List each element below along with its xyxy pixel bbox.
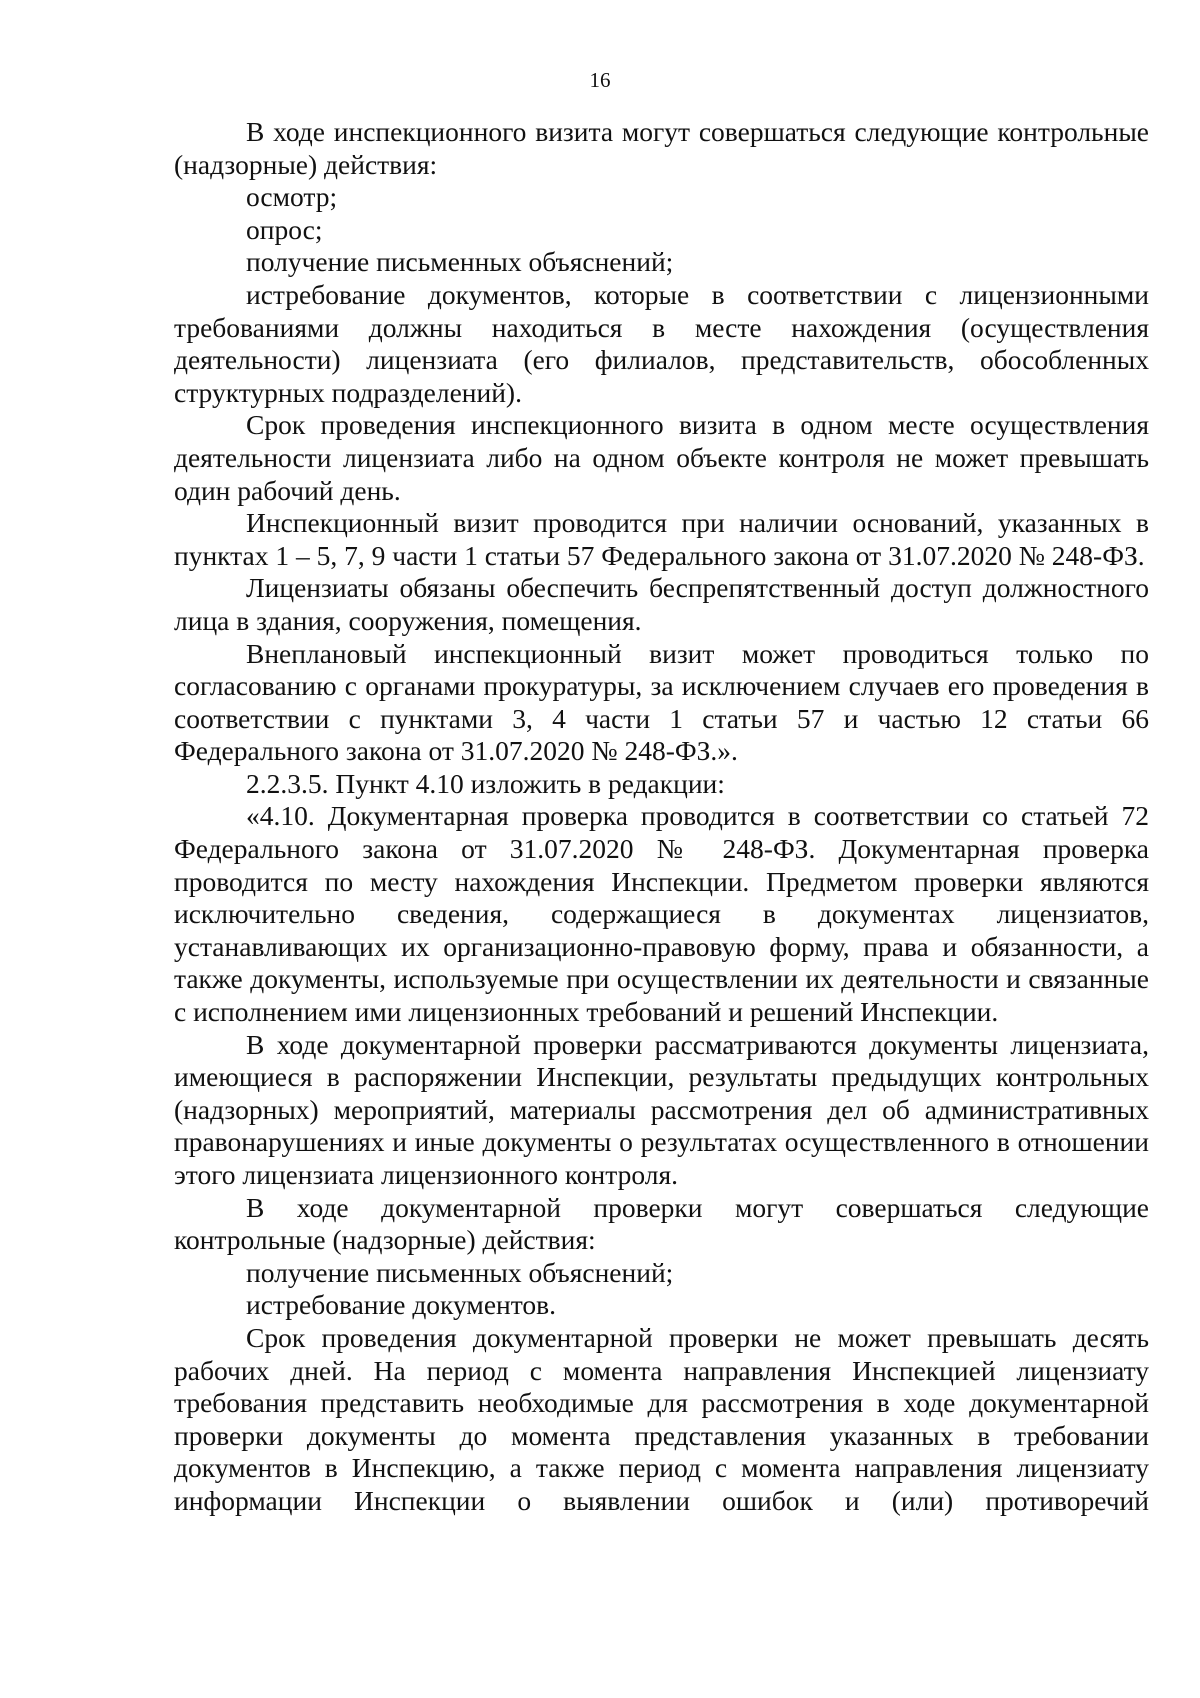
paragraph-clause-heading: 2.2.3.5. Пункт 4.10 изложить в редакции: <box>246 767 725 799</box>
paragraph-documentary-check: «4.10. Документарная проверка проводится в соответствии со статьей 72 Федерального закона от 31.07.2020 № 248-ФЗ. Документарная проверка проводится по месту нахождения Инспекции. Предметом проверки являются исключительно сведения, содержащиеся в документах лицензиатов, устанавливающих их организационно-правовую форму, права и обязанности, а также документы, используемые при осуществлении их деятельности и связанные с исполнением ими лицензионных требований и решений Инспекции. <box>174 800 1149 1028</box>
paragraph-access-obligation: Лицензиаты обязаны обеспечить беспрепятственный доступ должностного лица в здания, сооружения, помещения. <box>174 572 1149 636</box>
document-body <box>174 116 1149 1518</box>
page-number: 16 <box>589 68 611 92</box>
paragraph-visit-grounds: Инспекционный визит проводится при наличии оснований, указанных в пунктах 1 – 5, 7, 9 части 1 статьи 57 Федерального закона от 31.07.2020 № 248-ФЗ. <box>174 507 1149 571</box>
list-item-written-explanations-2: получение письменных объяснений; <box>246 1256 674 1288</box>
list-item-document-request: истребование документов, которые в соответствии с лицензионными требованиями должны находиться в месте нахождения (осуществления деятельности) лицензиата (его филиалов, представительств, обособленных структурных подразделений). <box>174 278 1149 408</box>
list-item-inspection: осмотр; <box>246 181 338 213</box>
paragraph-inspection-actions: В ходе инспекционного визита могут совершаться следующие контрольные (надзорные) действия: <box>174 116 1149 180</box>
paragraph-documentary-actions: В ходе документарной проверки могут совершаться следующие контрольные (надзорные) действия: <box>174 1191 1149 1256</box>
list-item-written-explanations: получение письменных объяснений; <box>246 246 674 278</box>
list-item-survey: опрос; <box>246 213 323 245</box>
paragraph-documentary-duration: Срок проведения документарной проверки не может превышать десять рабочих дней. На период с момента направления Инспекцией лицензиату требования представить необходимые для рассмотрения в ходе документарной проверки документы до момента представления указанных в требовании документов в Инспекцию, а также период с момента направления лицензиату информации Инспекции о выявлении ошибок и (или) противоречий <box>174 1321 1149 1516</box>
list-item-document-request-2: истребование документов. <box>246 1289 557 1321</box>
paragraph-documents-reviewed: В ходе документарной проверки рассматриваются документы лицензиата, имеющиеся в распоряжении Инспекции, результаты предыдущих контрольных (надзорных) мероприятий, материалы рассмотрения дел об административных правонарушениях и иные документы о результатах осуществленного в отношении этого лицензиата лицензионного контроля. <box>174 1028 1149 1190</box>
paragraph-unscheduled-visit: Внеплановый инспекционный визит может проводиться только по согласованию с органами прокуратуры, за исключением случаев его проведения в соответствии с пунктами 3, 4 части 1 статьи 57 и частью 12 статьи 66 Федерального закона от 31.07.2020 № 248-ФЗ.». <box>174 637 1149 767</box>
paragraph-visit-duration: Срок проведения инспекционного визита в одном месте осуществления деятельности лицензиата либо на одном объекте контроля не может превышать один рабочий день. <box>174 409 1149 506</box>
